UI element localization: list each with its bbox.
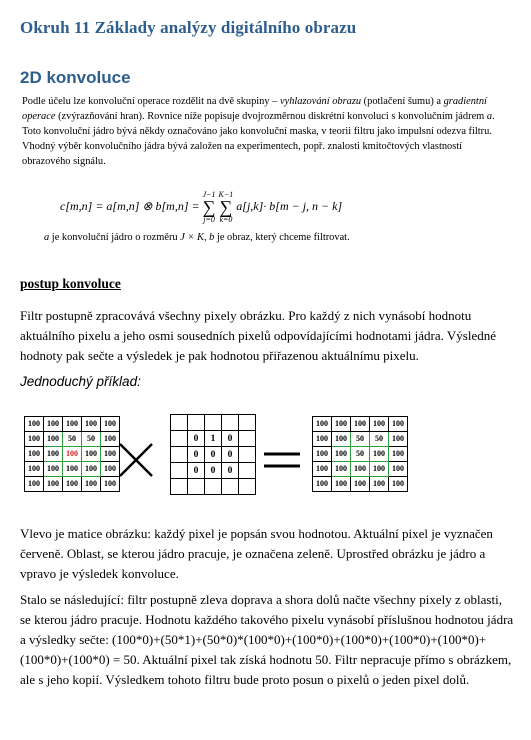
intro-kernel-symbol: a (486, 111, 493, 122)
matrix-cell: 50 (82, 432, 101, 447)
matrix-cell (239, 463, 256, 479)
note-text: , (203, 232, 210, 243)
formula-rhs: a[j,k]· b[m − j, n − k] (236, 198, 343, 213)
matrix-cell: 100 (25, 447, 44, 462)
note-symbol-b: b (209, 232, 215, 243)
matrix-row (25, 477, 120, 492)
matrix-cell (239, 479, 256, 495)
matrix-cell: 100 (351, 462, 370, 477)
matrix-row (313, 462, 408, 477)
matrix-cell: 100 (25, 432, 44, 447)
matrix-row (313, 447, 408, 462)
matrix-cell (239, 431, 256, 447)
matrix-cell: 100 (313, 447, 332, 462)
matrix-cell: 100 (389, 447, 408, 462)
note-text: je obraz, který chceme filtrovat. (214, 232, 350, 243)
matrix-cell: 100 (101, 462, 120, 477)
matrix-cell: 0 (222, 447, 239, 463)
matrix-cell: 100 (82, 417, 101, 432)
matrix-cell: 0 (188, 431, 205, 447)
matrix-cell: 100 (332, 417, 351, 432)
matrix-cell (205, 479, 222, 495)
matrix-row (171, 479, 256, 495)
matrix-cell: 100 (332, 462, 351, 477)
matrix-cell: 100 (63, 417, 82, 432)
intro-text: (potlačení šumu) a (361, 96, 444, 107)
matrix-cell: 100 (25, 417, 44, 432)
matrix-cell (171, 479, 188, 495)
matrix-cell (188, 415, 205, 431)
matrix-cell: 100 (101, 447, 120, 462)
note-text: je konvoluční jádro o rozměru (49, 232, 181, 243)
matrix-cell: 100 (82, 477, 101, 492)
matrix-cell: 100 (101, 417, 120, 432)
procedure-paragraph: Filtr postupně zpracovává všechny pixely obrázku. Pro každý z nich vynásobí hodnotu aktuálního pixelu a jeho osmi sousedních pixelů odpovídajícími hodnotami jádra. Výsledné hodnoty pak sečte a výsledek je pak hodnotou přiřazenou aktuálnímu pixelu. (20, 308, 496, 363)
matrix-cell (188, 479, 205, 495)
matrix-cell: 100 (370, 462, 389, 477)
matrix-row (25, 447, 120, 462)
sum-j-top: J−1 (202, 190, 216, 199)
matrix-row (171, 463, 256, 479)
page-title: Okruh 11 Základy analýzy digitálního obrazu (20, 18, 357, 37)
matrix-cell: 100 (313, 477, 332, 492)
sigma-symbol: ∑ (202, 197, 216, 217)
matrix-cell: 100 (44, 447, 63, 462)
sum-j-bottom: j=0 (203, 215, 215, 224)
explanation-paragraph: Vlevo je matice obrázku: každý pixel je popsán svou hodnotou. Aktuální pixel je vyznačen červeně. Oblast, se kterou jádro pracuje, je označena zeleně. Uprostřed obrázku je jádro a vpravo je výsledek konvoluce. (20, 526, 493, 581)
matrix-cell (239, 415, 256, 431)
kernel-matrix (170, 414, 256, 495)
matrix-row (171, 431, 256, 447)
matrix-row (25, 432, 120, 447)
matrix-cell: 100 (63, 462, 82, 477)
matrix-cell: 100 (389, 477, 408, 492)
matrix-row (313, 432, 408, 447)
matrix-cell: 100 (370, 477, 389, 492)
matrix-cell (205, 415, 222, 431)
matrix-cell: 50 (370, 432, 389, 447)
matrix-cell (171, 447, 188, 463)
matrix-cell: 0 (188, 447, 205, 463)
matrix-cell: 50 (351, 447, 370, 462)
matrix-cell: 100 (25, 462, 44, 477)
intro-text: . Toto konvoluční jádro bývá někdy označováno jako konvoluční maska, v teorii filtru jako impulsní odezva filtru. Vhodný výběr konvolučního jádra bývá založen na experimentech, popř. znalosti kmitočtových vlastností obrazového signálu. (22, 111, 495, 167)
matrix-cell: 100 (389, 432, 408, 447)
matrix-cell (171, 415, 188, 431)
matrix-cell: 0 (188, 463, 205, 479)
matrix-cell: 100 (82, 447, 101, 462)
matrix-cell: 0 (222, 431, 239, 447)
matrix-cell (171, 431, 188, 447)
image-matrix (24, 416, 120, 492)
matrix-cell (222, 415, 239, 431)
matrix-cell: 100 (370, 417, 389, 432)
note-symbol-a: a (44, 232, 50, 243)
sum-j (203, 190, 216, 224)
formula-note (44, 232, 350, 243)
matrix-cell: 100 (63, 447, 82, 462)
matrix-cell: 100 (63, 477, 82, 492)
matrix-cell: 100 (389, 462, 408, 477)
matrix-cell: 100 (389, 417, 408, 432)
matrix-cell: 100 (44, 477, 63, 492)
section-heading: 2D konvoluce (20, 68, 131, 87)
intro-text: (zvýrazňování hran). Rovnice níže popisuje dvojrozměrnou diskrétní konvoluci s konvolučním jádrem (55, 111, 487, 122)
matrix-cell: 100 (351, 417, 370, 432)
matrix-row (313, 417, 408, 432)
matrix-cell: 50 (63, 432, 82, 447)
subsection-heading: postup konvoluce (20, 276, 121, 291)
matrix-cell: 100 (82, 462, 101, 477)
equals-symbol (262, 440, 302, 480)
sum-k (219, 190, 234, 224)
matrix-cell: 100 (44, 462, 63, 477)
matrix-cell: 100 (332, 447, 351, 462)
matrix-cell: 50 (351, 432, 370, 447)
intro-term-gradient: gradientní operace (22, 96, 487, 122)
note-dims: J × K (180, 232, 204, 243)
matrix-cell: 0 (222, 463, 239, 479)
matrix-cell: 0 (205, 447, 222, 463)
matrix-cell: 100 (44, 417, 63, 432)
matrix-cell: 100 (101, 477, 120, 492)
matrix-cell: 100 (370, 447, 389, 462)
matrix-cell: 100 (351, 477, 370, 492)
intro-text: Podle účelu lze konvoluční operace rozdělit na dvě skupiny – (22, 96, 280, 107)
matrix-cell: 100 (313, 432, 332, 447)
sum-k-bottom: k=0 (219, 215, 233, 224)
matrix-cell: 1 (205, 431, 222, 447)
matrix-cell: 100 (313, 462, 332, 477)
matrix-cell: 100 (332, 432, 351, 447)
matrix-cell (239, 447, 256, 463)
result-matrix (312, 416, 408, 492)
formula-lhs: c[m,n] = a[m,n] ⊗ b[m,n] = (60, 198, 203, 213)
example-label: Jednoduchý příklad: (20, 374, 141, 389)
matrix-row (25, 417, 120, 432)
matrix-cell: 100 (25, 477, 44, 492)
matrix-row (171, 415, 256, 431)
calculation-paragraph: Stalo se následující: filtr postupně zleva doprava a shora dolů načte všechny pixely z oblasti, se kterou jádro pracuje. Hodnotu každého takového pixelu vynásobí příslušnou hodnotou jádra a výsledky sečte: (100*0)+(50*1)+(50*0)*(100*0)+(100*0)+(100*0)+(100*0)+(100*0)+(100*0)+(100*0) = 50. Aktuální pixel tak získá hodnotu 50. Filtr nepracuje přímo s obrázkem, ale s jeho kopií. Výsledkem tohoto filtru bude proto posun o pixelů o jeden pixel dolů. (20, 592, 514, 687)
matrix-cell (222, 479, 239, 495)
matrix-row (313, 477, 408, 492)
matrix-cell (171, 463, 188, 479)
matrix-cell: 0 (205, 463, 222, 479)
matrix-cell: 100 (101, 432, 120, 447)
sum-k-top: K−1 (218, 190, 234, 199)
matrix-cell: 100 (332, 477, 351, 492)
matrix-cell: 100 (44, 432, 63, 447)
matrix-row (171, 447, 256, 463)
matrix-row (25, 462, 120, 477)
multiply-symbol (116, 440, 156, 480)
sigma-symbol: ∑ (219, 197, 233, 217)
matrix-cell: 100 (313, 417, 332, 432)
intro-term-smoothing: vyhlazování obrazu (279, 96, 362, 107)
intro-paragraph (22, 94, 502, 169)
convolution-formula (60, 190, 342, 224)
